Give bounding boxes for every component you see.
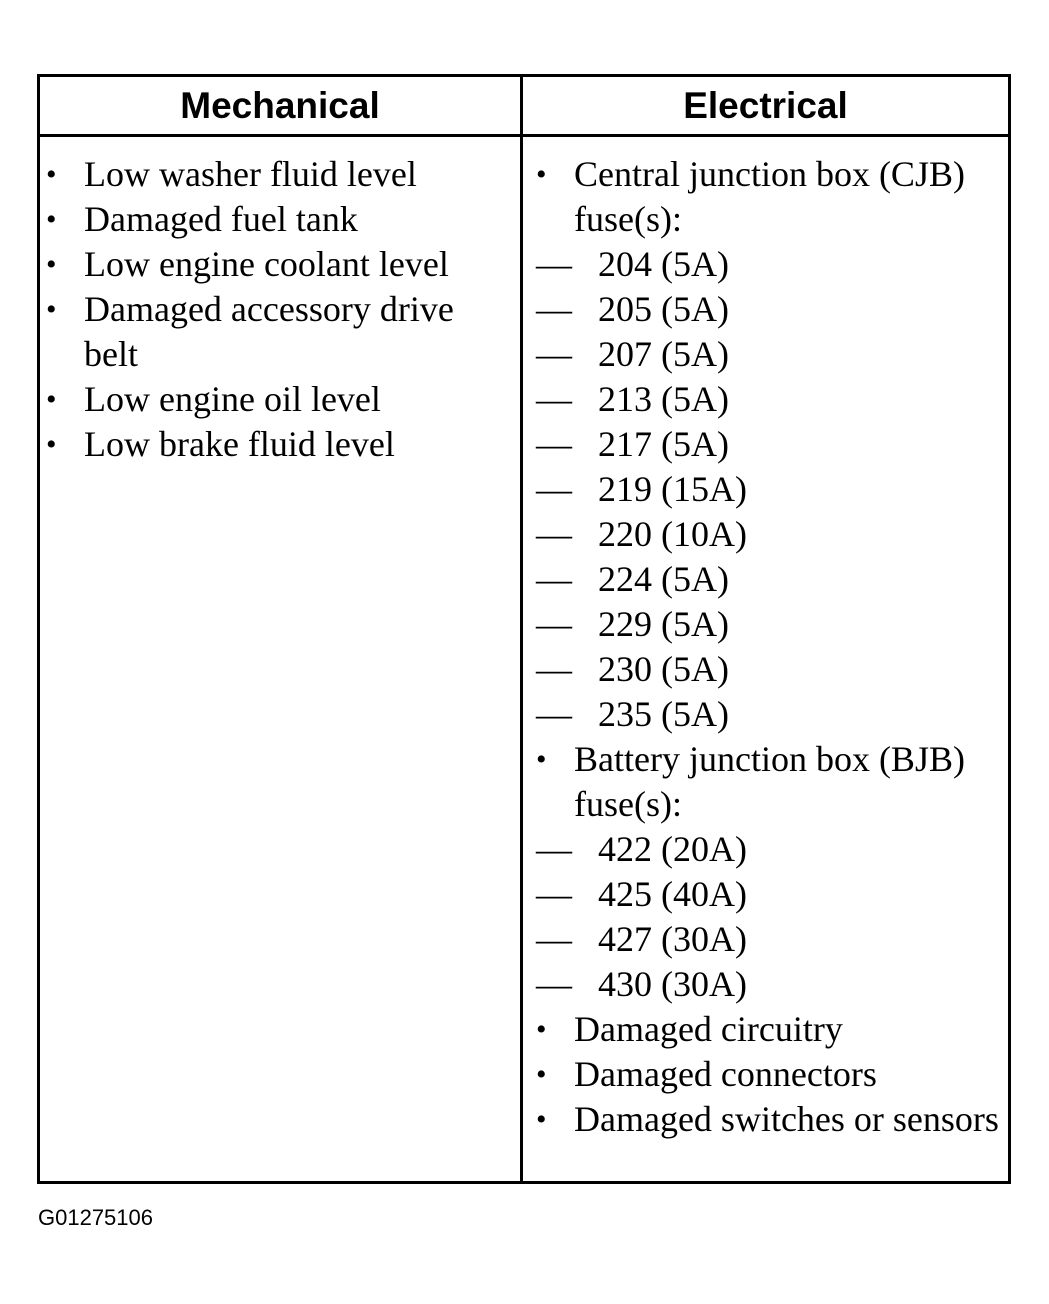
- electrical-item-text: Central junction box (CJB) fuse(s):: [574, 154, 965, 239]
- electrical-column: [536, 152, 1006, 1142]
- bullet-icon: •: [536, 1103, 547, 1136]
- fuse-text: 219 (15A): [598, 469, 747, 509]
- fuse-text: 205 (5A): [598, 289, 729, 329]
- bullet-icon: •: [536, 1013, 547, 1046]
- dash-icon: —: [536, 694, 572, 734]
- dash-icon: —: [536, 514, 572, 554]
- mechanical-item-text: Damaged fuel tank: [84, 199, 358, 239]
- fuse-text: 204 (5A): [598, 244, 729, 284]
- bullet-icon: •: [46, 248, 57, 281]
- dash-icon: —: [536, 559, 572, 599]
- fuse-list-item: [536, 872, 1006, 917]
- bullet-icon: •: [536, 158, 547, 191]
- mechanical-column: [46, 152, 516, 467]
- dash-icon: —: [536, 874, 572, 914]
- bullet-icon: •: [46, 428, 57, 461]
- fuse-list-item: [536, 467, 1006, 512]
- dash-icon: —: [536, 289, 572, 329]
- electrical-item-text: Damaged switches or sensors: [574, 1099, 999, 1139]
- mechanical-header: Mechanical: [180, 84, 380, 126]
- fuse-list-item: [536, 332, 1006, 377]
- figure-id: G01275106: [38, 1205, 153, 1230]
- mechanical-item-text: Low engine oil level: [84, 379, 381, 419]
- electrical-list-item: [536, 152, 1006, 242]
- fuse-list-item: [536, 377, 1006, 422]
- dash-icon: —: [536, 244, 572, 284]
- fuse-list-item: [536, 692, 1006, 737]
- mechanical-list-item: [46, 287, 516, 377]
- electrical-list-item: [536, 1097, 1006, 1142]
- electrical-item-text: Damaged circuitry: [574, 1009, 843, 1049]
- fuse-text: 425 (40A): [598, 874, 747, 914]
- fuse-text: 430 (30A): [598, 964, 747, 1004]
- mechanical-item-text: Damaged accessory drive belt: [84, 289, 454, 374]
- electrical-list-item: [536, 1007, 1006, 1052]
- fuse-text: 422 (20A): [598, 829, 747, 869]
- dash-icon: —: [536, 829, 572, 869]
- diagnostic-table: [37, 74, 1011, 1184]
- fuse-text: 207 (5A): [598, 334, 729, 374]
- dash-icon: —: [536, 334, 572, 374]
- fuse-text: 224 (5A): [598, 559, 729, 599]
- electrical-list-item: [536, 1052, 1006, 1097]
- fuse-text: 220 (10A): [598, 514, 747, 554]
- fuse-list-item: [536, 917, 1006, 962]
- mechanical-list-item: [46, 242, 516, 287]
- electrical-header: Electrical: [683, 84, 848, 126]
- column-divider: [520, 77, 523, 1181]
- fuse-list-item: [536, 512, 1006, 557]
- dash-icon: —: [536, 964, 572, 1004]
- bullet-icon: •: [46, 203, 57, 236]
- electrical-item-text: Battery junction box (BJB) fuse(s):: [574, 739, 965, 824]
- fuse-text: 213 (5A): [598, 379, 729, 419]
- fuse-list-item: [536, 287, 1006, 332]
- mechanical-list-item: [46, 197, 516, 242]
- dash-icon: —: [536, 469, 572, 509]
- fuse-text: 235 (5A): [598, 694, 729, 734]
- mechanical-item-text: Low brake fluid level: [84, 424, 395, 464]
- electrical-list-item: [536, 737, 1006, 827]
- mechanical-list-item: [46, 422, 516, 467]
- bullet-icon: •: [46, 383, 57, 416]
- fuse-text: 217 (5A): [598, 424, 729, 464]
- fuse-text: 230 (5A): [598, 649, 729, 689]
- fuse-text: 427 (30A): [598, 919, 747, 959]
- dash-icon: —: [536, 424, 572, 464]
- fuse-list-item: [536, 602, 1006, 647]
- mechanical-item-text: Low engine coolant level: [84, 244, 449, 284]
- fuse-list-item: [536, 647, 1006, 692]
- mechanical-item-text: Low washer fluid level: [84, 154, 417, 194]
- dash-icon: —: [536, 604, 572, 644]
- mechanical-list-item: [46, 377, 516, 422]
- electrical-item-text: Damaged connectors: [574, 1054, 877, 1094]
- header-divider: [40, 134, 1008, 137]
- fuse-list-item: [536, 422, 1006, 467]
- fuse-list-item: [536, 557, 1006, 602]
- dash-icon: —: [536, 919, 572, 959]
- bullet-icon: •: [536, 743, 547, 776]
- bullet-icon: •: [46, 293, 57, 326]
- fuse-list-item: [536, 962, 1006, 1007]
- bullet-icon: •: [536, 1058, 547, 1091]
- fuse-text: 229 (5A): [598, 604, 729, 644]
- mechanical-list-item: [46, 152, 516, 197]
- fuse-list-item: [536, 242, 1006, 287]
- dash-icon: —: [536, 379, 572, 419]
- dash-icon: —: [536, 649, 572, 689]
- bullet-icon: •: [46, 158, 57, 191]
- fuse-list-item: [536, 827, 1006, 872]
